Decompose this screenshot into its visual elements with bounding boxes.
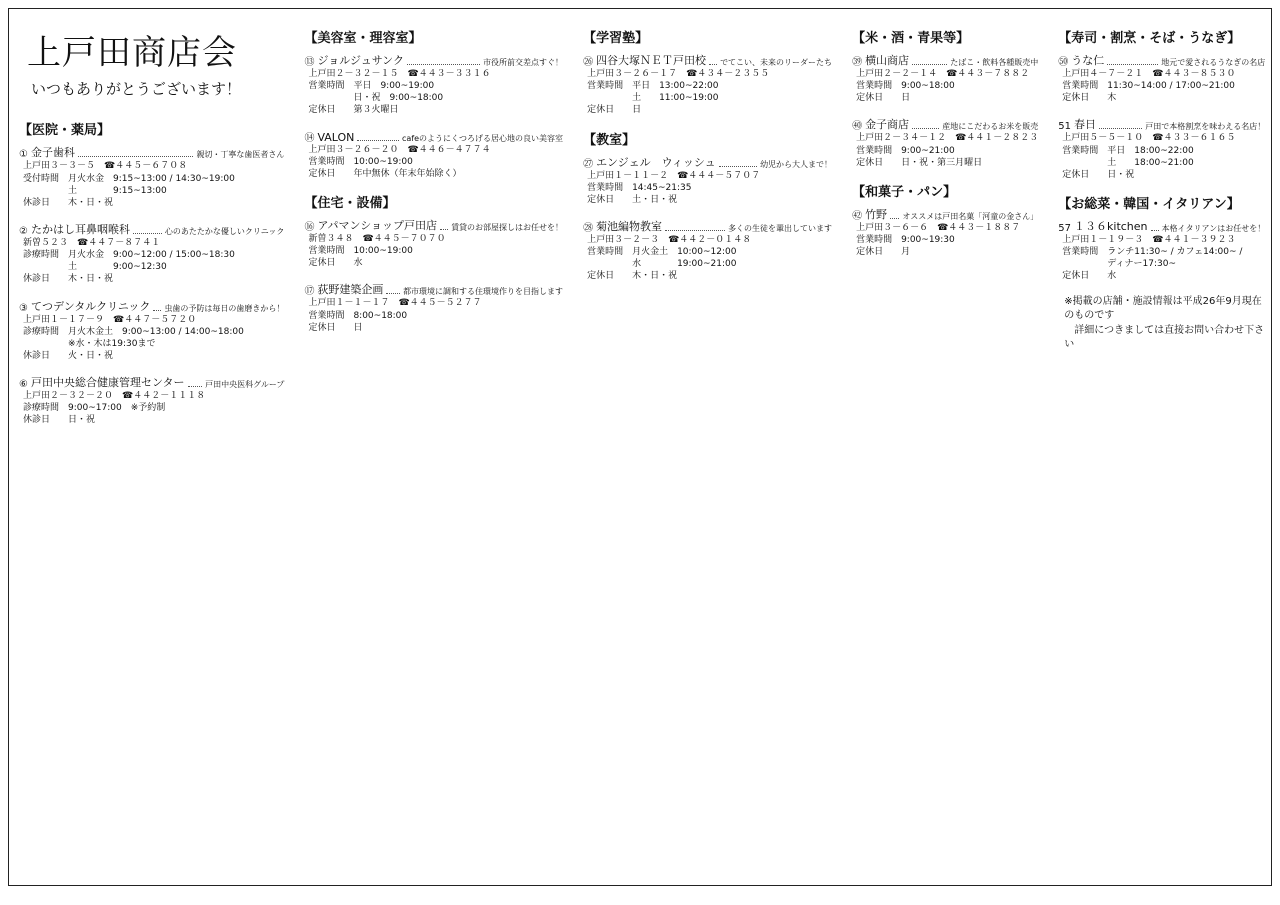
shop-entry <box>852 116 1038 168</box>
shop-name: 菊池編物教室 <box>596 219 663 233</box>
shop-number: 51 <box>1058 121 1072 133</box>
shop-detail-line: 土 9:00~12:30 <box>23 262 167 273</box>
shop-detail-line: 上戸田１－１１－２ ☎４４４－５７０７ <box>587 170 761 181</box>
shop-description: 心のあたたかな優しいクリニック <box>164 226 285 236</box>
shop-number: ⑰ <box>304 286 315 298</box>
shop-detail-line: 上戸田２－３２－１５ ☎４４３－３３１６ <box>308 69 491 79</box>
shop-detail-line: 定休日 木・日・祝 <box>587 271 678 282</box>
page-title: 上戸田商店会 <box>27 33 237 73</box>
shop-detail-line: 上戸田１－１７－９ ☎４４７－５７２０ <box>23 314 197 325</box>
column-2 <box>294 9 573 885</box>
shop-number: ㉘ <box>583 222 594 234</box>
shop-description: 幼児から大人まで！ <box>760 159 833 169</box>
shop-entry-header <box>583 154 832 170</box>
category-heading: 【米・酒・青果等】 <box>852 31 970 46</box>
shop-name: VALON <box>317 130 355 144</box>
shop-description: 都市環境に調和する住環境作りを目指します <box>403 287 564 297</box>
shop-detail-line: 定休日 土・日・祝 <box>587 194 678 205</box>
dotted-leader <box>357 140 399 141</box>
shop-description: オススメは戸田名菓「河童の金さん」 <box>902 211 1039 221</box>
dotted-leader <box>1151 230 1159 231</box>
page-subtitle: いつもありがとうございます！ <box>31 80 242 99</box>
dotted-leader <box>1107 64 1158 65</box>
shop-entry-header <box>19 144 284 160</box>
shop-detail-line: ※水・木は19:30まで <box>23 338 156 349</box>
shop-entry-header <box>852 116 1038 132</box>
shop-entry-header <box>19 374 284 390</box>
shop-detail-line: 定休日 水 <box>1062 271 1117 282</box>
dotted-leader <box>386 293 400 294</box>
shop-entry <box>1058 52 1265 104</box>
dotted-leader <box>133 233 162 234</box>
dotted-leader <box>440 229 448 230</box>
shop-entry <box>304 129 563 180</box>
shop-entry <box>19 374 284 426</box>
shop-detail-line: 休診日 木・日・祝 <box>23 274 114 285</box>
shop-detail-line: 上戸田３－６－６ ☎４４３－１８８７ <box>856 222 1021 233</box>
shop-detail-line: 土 11:00~19:00 <box>587 93 719 104</box>
shop-detail-line: 診療時間 月火水金 9:00~12:00 / 15:00~18:30 <box>23 250 235 261</box>
shop-detail-line: 定休日 第３火曜日 <box>308 105 399 116</box>
shop-detail-line: 上戸田２－３４－１２ ☎４４１－２８２３ <box>856 133 1039 144</box>
column-4 <box>842 9 1048 885</box>
shop-detail-line: 土 18:00~21:00 <box>1062 157 1194 168</box>
shop-detail-line: 診療時間 9:00~17:00 ※予約制 <box>23 403 166 414</box>
dotted-leader <box>719 166 757 167</box>
shop-number: ㉗ <box>583 158 594 170</box>
shop-description: 虫歯の予防は毎日の歯磨きから！ <box>164 303 285 313</box>
dotted-leader <box>665 230 725 231</box>
shop-number: ㊿ <box>1058 57 1069 68</box>
dotted-leader <box>407 64 480 65</box>
shop-detail-line: 営業時間 9:00~19:30 <box>856 234 955 245</box>
shop-name: 春日 <box>1074 118 1097 132</box>
shop-detail-line: 日・祝 9:00~18:00 <box>308 93 444 104</box>
shop-description: cafeのようにくつろげる居心地の良い美容室 <box>402 133 564 143</box>
shop-detail-line: 営業時間 平日 13:00~22:00 <box>587 81 719 92</box>
shop-detail-line: 定休日 月 <box>856 247 911 258</box>
shop-number: ㉖ <box>583 57 594 68</box>
shop-detail-line: 定休日 日 <box>308 322 363 333</box>
dotted-leader <box>709 64 717 65</box>
shop-description: 多くの生徒を輩出しています <box>728 223 833 233</box>
shop-entry <box>583 52 832 117</box>
shop-entry-header <box>304 129 563 144</box>
shop-detail-line: 定休日 水 <box>308 258 363 269</box>
shop-detail-line: 上戸田２－２－１４ ☎４４３－７８８２ <box>856 69 1030 79</box>
shop-detail-line: 定休日 日・祝 <box>1062 169 1135 180</box>
shop-number: ① <box>19 149 28 161</box>
shop-entry-header <box>583 218 832 234</box>
shop-detail-line: 上戸田３－２－３ ☎４４２－０１４８ <box>587 234 752 245</box>
category-heading: 【学習塾】 <box>583 31 649 46</box>
shop-description: 親切・丁寧な歯医者さん <box>196 150 285 160</box>
shop-name: エンジェル ウィッシュ <box>596 155 716 169</box>
shop-entry <box>583 218 832 283</box>
shop-detail-line: 営業時間 10:00~19:00 <box>308 246 413 257</box>
shop-entry <box>304 281 563 333</box>
shop-description: 本格イタリアンはお任せを！ <box>1161 223 1266 233</box>
shop-number: ③ <box>19 302 28 314</box>
shop-entry <box>304 52 563 117</box>
shop-entry-header <box>304 217 563 233</box>
shop-description: 賃貸のお部屋探しはお任せを！ <box>451 222 564 232</box>
shop-name: うな仁 <box>1071 54 1105 67</box>
dotted-leader <box>153 310 161 311</box>
shop-name: １３６kitchen <box>1074 219 1148 233</box>
shop-description: 地元で愛されるうなぎの名店 <box>1161 58 1266 67</box>
shop-detail-line: 定休日 日 <box>856 93 911 104</box>
shop-name: 四谷大塚ＮＥＴ戸田校 <box>596 54 707 67</box>
shop-detail-line: ディナー17:30~ <box>1062 259 1177 270</box>
shop-entry-header <box>304 52 563 68</box>
shop-number: ② <box>19 225 28 237</box>
shop-entry-header <box>1058 52 1265 68</box>
shop-detail-line: 新曽５２３ ☎４４７－８７４１ <box>23 237 161 248</box>
dotted-leader <box>912 128 939 129</box>
shop-number: ㊴ <box>852 57 863 68</box>
shop-name: ジョルジュサンク <box>317 54 404 67</box>
category-heading: 【美容室・理容室】 <box>304 31 422 46</box>
shop-number: ⑥ <box>19 379 28 391</box>
category-heading: 【医院・薬局】 <box>19 123 111 139</box>
shop-detail-line: 上戸田１－１－１７ ☎４４５－５２７７ <box>308 298 482 309</box>
shop-detail-line: 上戸田３－２６－１７ ☎４３４－２３５５ <box>587 69 770 79</box>
shop-entry-header <box>852 52 1038 68</box>
shop-number: ㊷ <box>852 210 863 222</box>
category-heading: 【寿司・割烹・そば・うなぎ】 <box>1058 31 1241 46</box>
shop-number: ⑯ <box>304 221 315 233</box>
shop-entry-header <box>304 281 563 297</box>
shop-description: 市役所前交差点すぐ！ <box>483 58 564 67</box>
shop-detail-line: 営業時間 平日 18:00~22:00 <box>1062 145 1194 156</box>
column-3 <box>573 9 842 885</box>
shop-name: 荻野建築企画 <box>317 283 384 297</box>
shop-entry <box>852 206 1038 258</box>
category-heading: 【住宅・設備】 <box>304 195 396 211</box>
shop-entry <box>1058 218 1265 283</box>
shop-entry-header <box>583 52 832 68</box>
shop-entry <box>304 217 563 269</box>
category-heading: 【お総菜・韓国・イタリアン】 <box>1058 196 1240 212</box>
shop-entry <box>852 52 1038 104</box>
shop-entry <box>19 144 284 209</box>
shop-detail-line: 土 9:15~13:00 <box>23 185 167 196</box>
dotted-leader <box>78 156 193 157</box>
shop-description: 産地にこだわるお米を販売 <box>942 122 1039 132</box>
shop-entry <box>19 221 284 286</box>
shop-entry-header <box>1058 116 1265 132</box>
shop-detail-line: 休診日 火・日・祝 <box>23 350 114 361</box>
shop-detail-line: 営業時間 平日 9:00~19:00 <box>308 81 435 92</box>
shop-number: ⑬ <box>304 57 315 68</box>
footnote-line: 詳細につきましては直接お問い合わせ下さい <box>1064 324 1265 351</box>
shop-description: 戸田中央医科グループ <box>205 380 285 390</box>
shop-entry-header <box>852 206 1038 222</box>
shop-entry <box>1058 116 1265 181</box>
shop-name: 金子商店 <box>865 118 910 132</box>
shop-entry <box>583 154 832 206</box>
shop-detail-line: 休診日 木・日・祝 <box>23 197 114 208</box>
shop-detail-line: 定休日 年中無休（年末年始除く） <box>308 168 462 179</box>
directory-sheet <box>8 8 1272 886</box>
shop-detail-line: 上戸田３－２６－２０ ☎４４６－４７７４ <box>308 144 491 155</box>
shop-detail-line: 営業時間 10:00~19:00 <box>308 156 413 167</box>
shop-name: アパマンショップ戸田店 <box>317 218 438 232</box>
shop-number: ⑭ <box>304 132 315 144</box>
shop-name: たかはし耳鼻咽喉科 <box>30 222 130 236</box>
shop-detail-line: 営業時間 9:00~21:00 <box>856 145 955 156</box>
shop-number: 57 <box>1058 222 1072 234</box>
shop-number: ㊵ <box>852 121 863 133</box>
shop-detail-line: 営業時間 14:45~21:35 <box>587 182 692 193</box>
shop-entry-header <box>1058 218 1265 234</box>
dotted-leader <box>912 64 947 65</box>
shop-detail-line: 診療時間 月火木金土 9:00~13:00 / 14:00~18:00 <box>23 326 244 337</box>
shop-detail-line: 定休日 日・祝・第三月曜日 <box>856 157 983 168</box>
shop-description: たばこ・飲料各種販売中 <box>950 58 1039 67</box>
shop-name: 金子歯科 <box>30 146 75 160</box>
dotted-leader <box>188 386 203 387</box>
shop-detail-line: 水 19:00~21:00 <box>587 259 737 270</box>
shop-detail-line: 定休日 木 <box>1062 93 1117 104</box>
shop-description: 戸田で本格割烹を味わえる名店！ <box>1145 122 1266 132</box>
shop-description: でてこい、未来のリーダーたち <box>720 58 833 67</box>
shop-detail-line: 上戸田５－５－１０ ☎４３３－６１６５ <box>1062 133 1236 144</box>
shop-detail-line: 営業時間 11:30~14:00 / 17:00~21:00 <box>1062 81 1235 92</box>
shop-detail-line: 営業時間 月火金土 10:00~12:00 <box>587 247 737 258</box>
column-1 <box>9 9 294 885</box>
shop-entry-header <box>19 221 284 237</box>
column-5 <box>1048 9 1275 885</box>
shop-name: 竹野 <box>865 207 888 221</box>
shop-entry-header <box>19 298 284 314</box>
shop-detail-line: 営業時間 8:00~18:00 <box>308 310 408 321</box>
footnote-line: ※掲載の店舗・施設情報は平成26年9月現在のものです <box>1064 295 1262 322</box>
shop-detail-line: 受付時間 月火水金 9:15~13:00 / 14:30~19:00 <box>23 173 235 184</box>
shop-entry <box>19 298 284 363</box>
category-heading: 【和菓子・パン】 <box>852 184 957 200</box>
category-heading: 【教室】 <box>583 132 636 148</box>
shop-detail-line: 上戸田４－７－２１ ☎４４３－８５３０ <box>1062 69 1236 79</box>
shop-detail-line: 定休日 日 <box>587 105 642 116</box>
dotted-leader <box>1099 128 1142 129</box>
shop-name: てつデンタルクリニック <box>30 299 151 313</box>
shop-detail-line: 営業時間 ランチ11:30~ / カフェ14:00~ / <box>1062 247 1243 258</box>
shop-detail-line: 新曽３４８ ☎４４５－７０７０ <box>308 233 446 244</box>
shop-detail-line: 営業時間 9:00~18:00 <box>856 81 955 92</box>
shop-detail-line: 上戸田３－３－５ ☎４４５－６７０８ <box>23 161 188 172</box>
shop-detail-line: 上戸田１－１９－３ ☎４４１－３９２３ <box>1062 234 1236 245</box>
shop-detail-line: 上戸田２－３２－２０ ☎４４２－１１１８ <box>23 391 206 402</box>
shop-name: 横山商店 <box>865 54 910 67</box>
footnote <box>1058 295 1265 353</box>
shop-name: 戸田中央総合健康管理センター <box>30 376 185 390</box>
dotted-leader <box>890 218 899 219</box>
shop-detail-line: 休診日 日・祝 <box>23 415 96 426</box>
